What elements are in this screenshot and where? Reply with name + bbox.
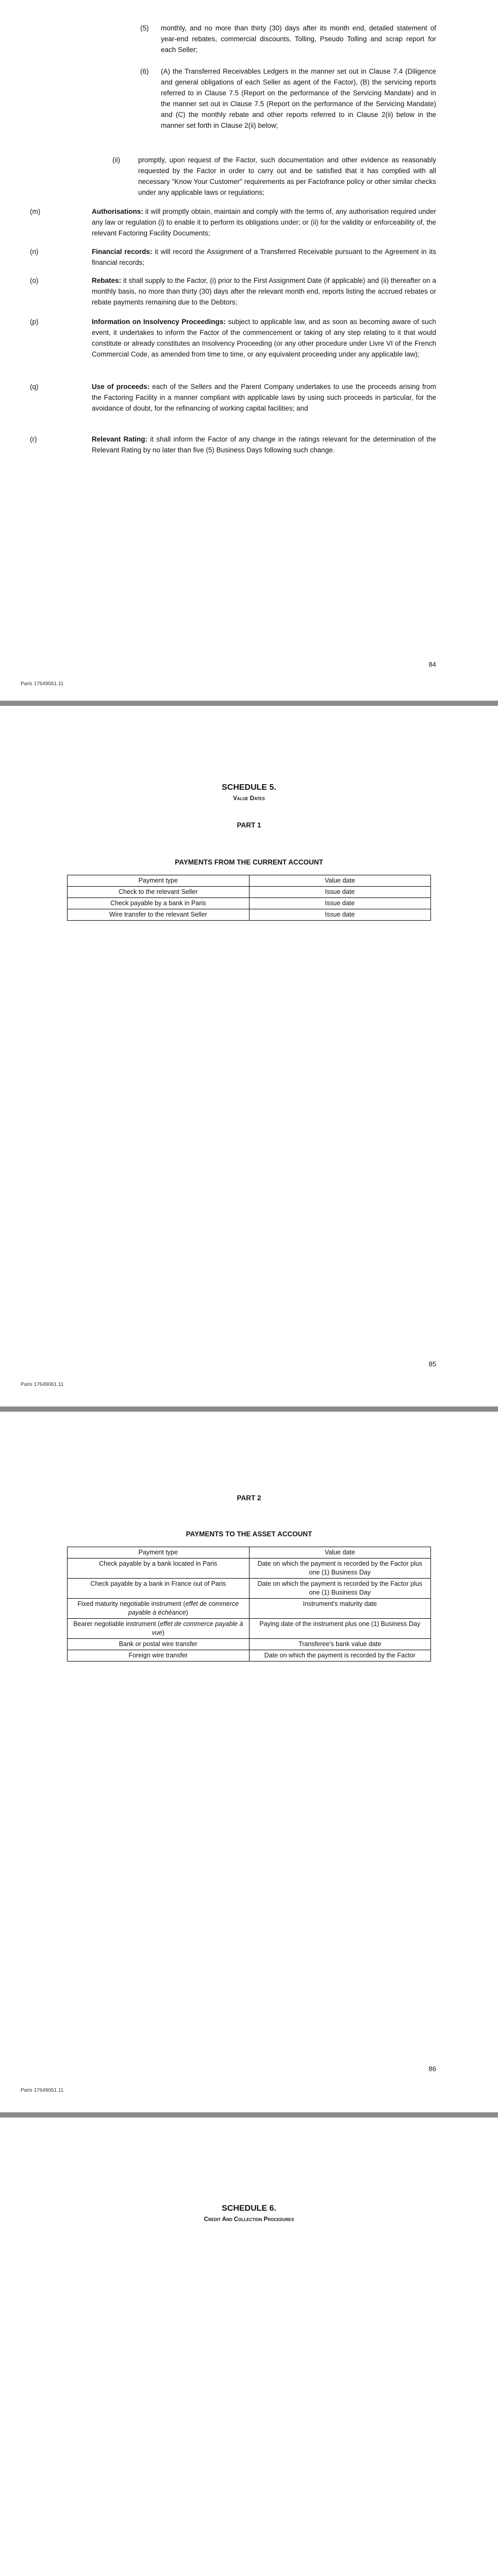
schedule-subtitle: Credit And Collection Procedures bbox=[204, 2216, 294, 2223]
document-reference: Paris 17649061.11 bbox=[21, 2088, 64, 2093]
item-label: (5) bbox=[140, 24, 149, 32]
table-row bbox=[68, 909, 431, 921]
page-number: 84 bbox=[428, 660, 436, 668]
item-text: Financial records: it will record the Assignment of a Transferred Receivable pursuant to the Agreement in its financial records; bbox=[92, 248, 436, 266]
value-date-cell: Issue date bbox=[249, 909, 431, 921]
value-date-table bbox=[67, 875, 431, 921]
item-label: (q) bbox=[30, 383, 39, 391]
value-date-cell: Issue date bbox=[249, 898, 431, 909]
item-text: promptly, upon request of the Factor, such documentation and other evidence as reasonably requested by the Factor in order to carry out and be satisfied that it has complied with all necessary "Know Your Customer" requirements as per Factofrance policy or other similar checks under any applicable laws or regulations; bbox=[138, 156, 436, 196]
table-row bbox=[68, 1619, 431, 1639]
table-title: PAYMENTS TO THE ASSET ACCOUNT bbox=[186, 1530, 312, 1538]
table-row bbox=[68, 1639, 431, 1650]
item-heading: Rebates: bbox=[92, 277, 122, 284]
column-header: Value date bbox=[249, 1547, 431, 1558]
value-date-table bbox=[67, 1547, 431, 1662]
item-text: Authorisations: it will promptly obtain, maintain and comply with the terms of, any authorisation required under any law or regulation (i) to enable it to perform its obligations under; or (ii) for the validity or enforceability of, the relevant Factoring Facility Documents; bbox=[92, 208, 436, 237]
part-heading: PART 2 bbox=[237, 1494, 261, 1502]
value-date-cell: Issue date bbox=[249, 887, 431, 898]
payment-type-cell: Bearer negotiable instrument (effet de commerce payable à vue) bbox=[68, 1619, 250, 1639]
item-label: (6) bbox=[140, 67, 149, 75]
item-label: (m) bbox=[30, 208, 41, 215]
item-label: (p) bbox=[30, 318, 39, 326]
item-text: Rebates: it shall supply to the Factor, (i) prior to the First Assignment Date (if applicable) and (ii) thereafter on a monthly basis, no more than thirty (30) days after the relevant month end, reports listing the accrued rebates or rebate payments remaining due to the Debtors; bbox=[92, 277, 436, 306]
table-header-row bbox=[68, 875, 431, 887]
table-row bbox=[68, 1579, 431, 1599]
table-row bbox=[68, 1558, 431, 1579]
item-text: Relevant Rating: it shall inform the Factor of any change in the ratings relevant for the determination of the Relevant Rating by no later than five (5) Business Days following such change. bbox=[92, 435, 436, 454]
value-date-cell: Paying date of the instrument plus one (1) Business Day bbox=[249, 1619, 431, 1639]
item-label: (n) bbox=[30, 248, 39, 256]
document-reference: Paris 17649061.11 bbox=[21, 1382, 64, 1387]
schedule-title: SCHEDULE 5. bbox=[222, 783, 276, 792]
page-85 bbox=[0, 706, 498, 1406]
payment-type-cell: Wire transfer to the relevant Seller bbox=[68, 909, 250, 921]
table-row bbox=[68, 1599, 431, 1619]
payment-type-cell: Check to the relevant Seller bbox=[68, 887, 250, 898]
document-reference: Paris 17649061.11 bbox=[21, 681, 64, 687]
table-row bbox=[68, 887, 431, 898]
item-text: Information on Insolvency Proceedings: subject to applicable law, and as soon as becoming aware of such event, it undertakes to inform the Factor of the commencement or taking of any step relating to it that would constitute or already constitutes an Insolvency Proceeding (or any other procedure under Livre VI of the French Commercial Code, as amended from time to time, or any equivalent proceeding under any applicable law); bbox=[92, 318, 436, 358]
item-heading: Relevant Rating: bbox=[92, 435, 148, 443]
item-heading: Financial records: bbox=[92, 248, 153, 256]
table-title: PAYMENTS FROM THE CURRENT ACCOUNT bbox=[175, 858, 323, 866]
item-text: (A) the Transferred Receivables Ledgers in the manner set out in Clause 7.4 (Diligence and general obligations of each Seller as agent of the Factor), (B) the servicing reports referred to in Clause 7.5 (Report on the performance of the Servicing Mandate) and in the manner set out in Clause 7.5 (Report on the performance of the Servicing Mandate) and (C) the monthly rebate and other reports referred to in Clause 2(ii) below in the manner set forth in Clause 2(ii) below; bbox=[161, 67, 436, 129]
payment-type-cell: Bank or postal wire transfer bbox=[68, 1639, 250, 1650]
column-header: Payment type bbox=[68, 875, 250, 887]
payment-type-cell: Check payable by a bank located in Paris bbox=[68, 1558, 250, 1579]
schedule-subtitle: Value Dates bbox=[233, 795, 265, 802]
column-header: Value date bbox=[249, 875, 431, 887]
page-86 bbox=[0, 1412, 498, 2112]
value-date-cell: Date on which the payment is recorded by the Factor plus one (1) Business Day bbox=[249, 1579, 431, 1599]
column-header: Payment type bbox=[68, 1547, 250, 1558]
item-text: Use of proceeds: each of the Sellers and the Parent Company undertakes to use the proceeds arising from the Factoring Facility in a manner compliant with applicable laws by using such proceeds in particular, for the avoidance of doubt, for the refinancing of working capital facilities; and bbox=[92, 383, 436, 412]
item-label: (r) bbox=[30, 435, 37, 443]
item-text: monthly, and no more than thirty (30) days after its month end, detailed statement of year-end rebates, commercial discounts, Tolling, Pseudo Tolling and scrap report for each Seller; bbox=[161, 24, 436, 54]
item-label: (ii) bbox=[112, 156, 120, 164]
payment-type-cell: Fixed maturity negotiable instrument (effet de commerce payable à échéance) bbox=[68, 1599, 250, 1619]
payment-type-cell: Check payable by a bank in Paris bbox=[68, 898, 250, 909]
table-row bbox=[68, 1650, 431, 1662]
item-label: (o) bbox=[30, 277, 39, 284]
page-84 bbox=[0, 0, 498, 701]
value-date-cell: Date on which the payment is recorded by the Factor plus one (1) Business Day bbox=[249, 1558, 431, 1579]
value-date-cell: Instrument's maturity date bbox=[249, 1599, 431, 1619]
schedule-title: SCHEDULE 6. bbox=[222, 2204, 276, 2213]
table-header-row bbox=[68, 1547, 431, 1558]
value-date-cell: Date on which the payment is recorded by the Factor bbox=[249, 1650, 431, 1662]
part-heading: PART 1 bbox=[237, 821, 261, 829]
item-heading: Authorisations: bbox=[92, 208, 143, 215]
page-87 bbox=[0, 2117, 498, 2576]
page-number: 86 bbox=[428, 2065, 436, 2073]
value-date-cell: Transferee's bank value date bbox=[249, 1639, 431, 1650]
payment-type-cell: Foreign wire transfer bbox=[68, 1650, 250, 1662]
payment-type-cell: Check payable by a bank in France out of Paris bbox=[68, 1579, 250, 1599]
table-row bbox=[68, 898, 431, 909]
page-number: 85 bbox=[428, 1360, 436, 1368]
item-heading: Use of proceeds: bbox=[92, 383, 150, 391]
item-heading: Information on Insolvency Proceedings: bbox=[92, 318, 226, 326]
